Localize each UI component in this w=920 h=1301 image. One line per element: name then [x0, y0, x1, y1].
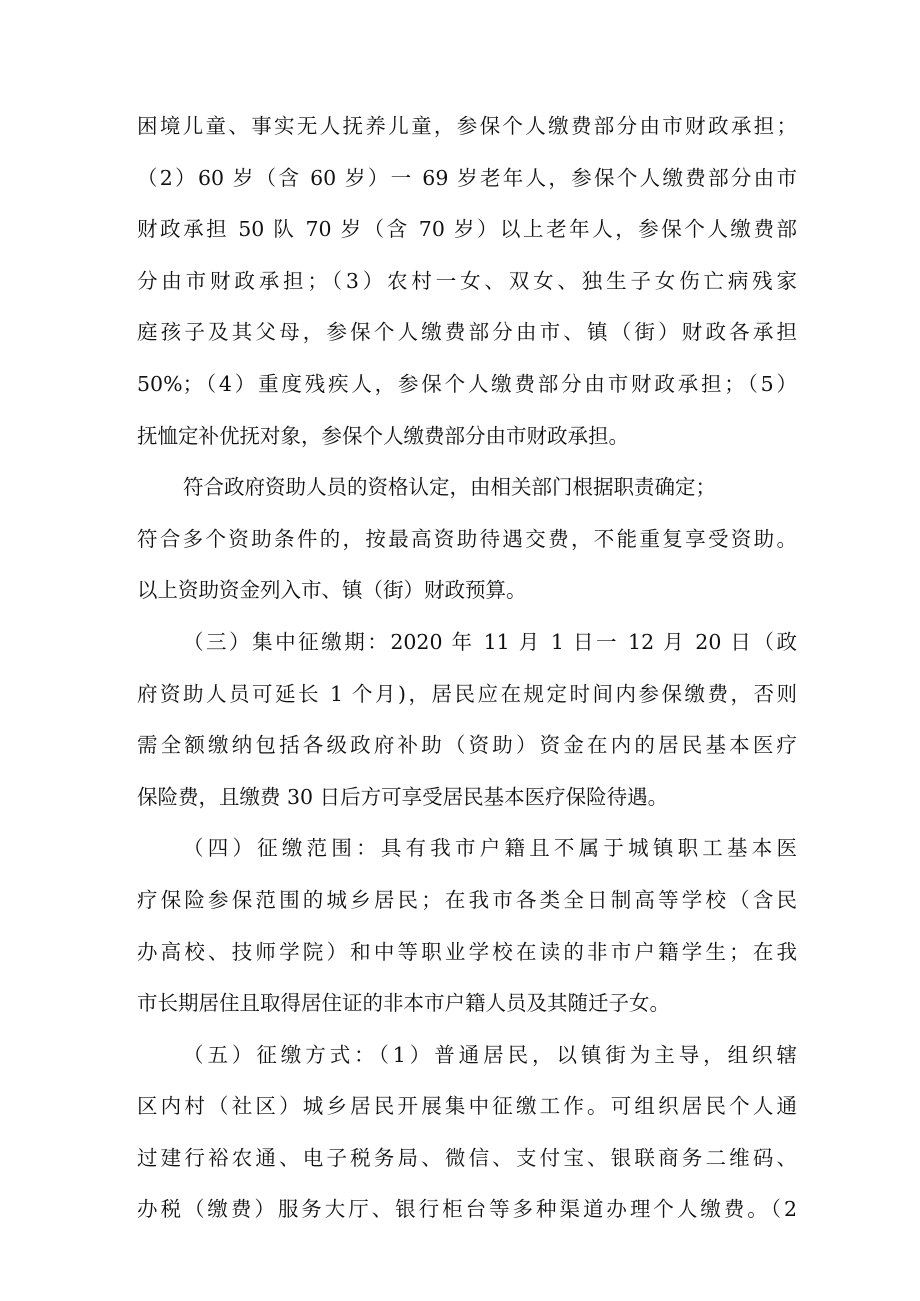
text-line: 分由市财政承担；（3）农村一女、双女、独生子女伤亡病残家 — [137, 268, 797, 293]
text-line: 抚恤定补优抚对象，参保个人缴费部分由市财政承担。 — [137, 423, 629, 448]
text-line: 疗保险参保范围的城乡居民；在我市各类全日制高等学校（含民 — [137, 887, 797, 912]
text-line: 过建行裕农通、电子税务局、微信、支付宝、银联商务二维码、 — [137, 1145, 797, 1170]
text-line: 保险费，且缴费 30 日后方可享受居民基本医疗保险待遇。 — [137, 784, 669, 809]
text-line: 财政承担 50 队 70 岁（含 70 岁）以上老年人，参保个人缴费部 — [137, 217, 797, 242]
text-line: （2）60 岁（含 60 岁）一 69 岁老年人，参保个人缴费部分由市 — [137, 165, 797, 190]
paragraph-first-line: （四）征缴范围：具有我市户籍且不属于城镇职工基本医 — [183, 836, 797, 861]
paragraph-first-line: 符合政府资助人员的资格认定，由相关部门根据职责确定； — [183, 475, 716, 500]
paragraph-first-line: （五）征缴方式：（1）普通居民，以镇街为主导，组织辖 — [183, 1042, 797, 1067]
text-line: 市长期居住且取得居住证的非本市户籍人员及其随迁子女。 — [137, 991, 670, 1016]
text-line: 府资助人员可延长 1 个月)，居民应在规定时间内参保缴费，否则 — [137, 681, 797, 706]
text-line: 困境儿童、事实无人抚养儿童，参保个人缴费部分由市财政承担； — [137, 114, 797, 138]
text-line: 符合多个资助条件的，按最高资助待遇交费，不能重复享受资助。 — [137, 526, 797, 551]
text-line: 办税（缴费）服务大厅、银行柜台等多种渠道办理个人缴费。（2 — [137, 1197, 797, 1222]
paragraph-first-line: （三）集中征缴期：2020 年 11 月 1 日一 12 月 20 日（政 — [183, 629, 797, 654]
text-line: 办高校、技师学院）和中等职业学校在读的非市户籍学生；在我 — [137, 939, 797, 964]
text-line: 需全额缴纳包括各级政府补助（资助）资金在内的居民基本医疗 — [137, 733, 797, 758]
text-line: 区内村（社区）城乡居民开展集中征缴工作。可组织居民个人通 — [137, 1094, 797, 1119]
text-line: 50%；（4）重度残疾人，参保个人缴费部分由市财政承担；（5） — [137, 371, 797, 396]
text-line: 庭孩子及其父母，参保个人缴费部分由市、镇（街）财政各承担 — [137, 320, 797, 345]
text-line: 以上资助资金列入市、镇（街）财政预算。 — [137, 578, 527, 603]
document-body — [137, 101, 797, 1236]
